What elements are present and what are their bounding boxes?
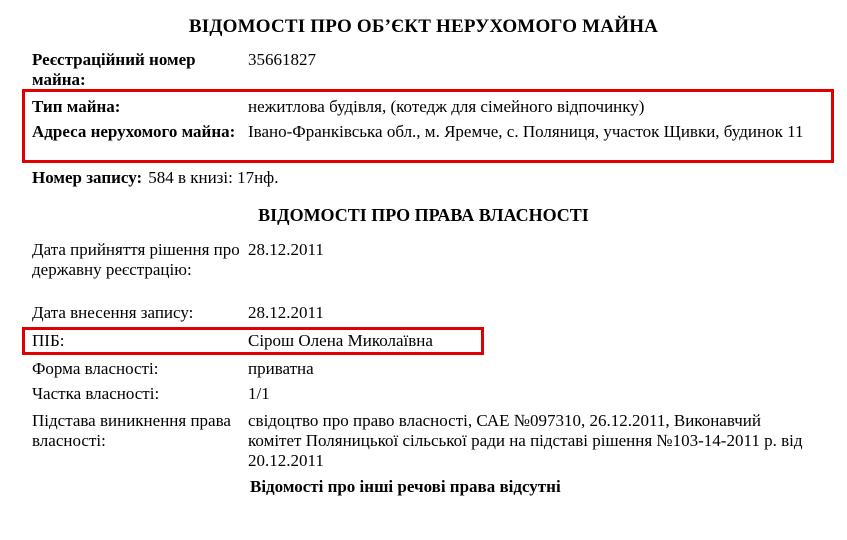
field-entry-date	[32, 303, 324, 323]
field-label: Дата внесення запису:	[32, 303, 194, 322]
field-label: Форма власності:	[32, 359, 159, 378]
field-value: свідоцтво про право власності, САЕ №097310, 26.12.2011, Виконавчий комітет Поляницької сільської ради на підставі рішення №103-14-2011 р. від 20.12.2011	[248, 411, 803, 470]
page-title-ownership-info: ВІДОМОСТІ ПРО ПРАВА ВЛАСНОСТІ	[258, 205, 589, 225]
field-value: приватна	[248, 359, 314, 378]
field-label: Дата прийняття рішення про державну реєстрацію:	[32, 240, 240, 279]
field-ownership-form	[32, 359, 314, 379]
field-value: 28.12.2011	[248, 240, 324, 259]
field-property-address	[32, 122, 808, 142]
field-label: Тип майна:	[32, 97, 121, 116]
field-label: ПІБ:	[32, 331, 65, 350]
field-owner-name	[32, 331, 433, 351]
footer-note: Відомості про інші речові права відсутні	[250, 477, 561, 496]
field-decision-date	[32, 240, 324, 280]
field-label: Реєстраційний номер майна:	[32, 50, 196, 89]
field-value: Сірош Олена Миколаївна	[248, 331, 433, 350]
field-label: Номер запису:	[32, 168, 143, 187]
page-title-object-info: ВІДОМОСТІ ПРО ОБ’ЄКТ НЕРУХОМОГО МАЙНА	[188, 16, 659, 37]
field-label: Підстава виникнення права власності:	[32, 411, 231, 450]
field-ownership-basis	[32, 411, 808, 471]
field-label: Адреса нерухомого майна:	[32, 122, 236, 141]
field-property-type	[32, 97, 644, 117]
field-registration-number	[32, 50, 316, 90]
field-label: Частка власності:	[32, 384, 160, 403]
field-value: нежитлова будівля, (котедж для сімейного відпочинку)	[248, 97, 645, 116]
field-record-number	[32, 168, 278, 188]
field-value: 1/1	[248, 384, 270, 403]
field-value: 35661827	[248, 50, 316, 69]
field-ownership-share	[32, 384, 270, 404]
field-value: 584 в книзі: 17нф.	[148, 168, 279, 187]
field-value: 28.12.2011	[248, 303, 324, 322]
field-value: Івано-Франківська обл., м. Яремче, с. Поляниця, участок Щивки, будинок 11	[248, 122, 804, 141]
